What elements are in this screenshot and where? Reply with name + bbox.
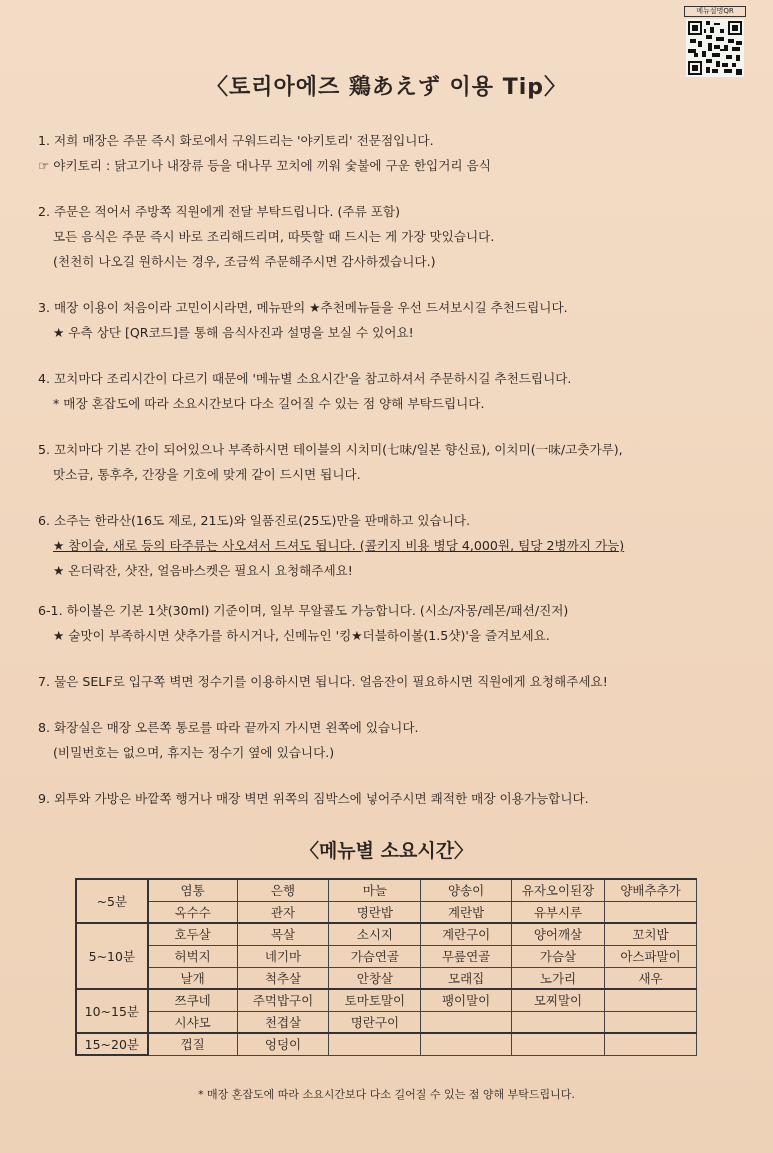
menu-item-cell: 은행 — [237, 879, 329, 901]
menu-item-cell: 계란구이 — [421, 923, 512, 945]
table-row — [76, 879, 697, 901]
footnote: * 매장 혼잡도에 따라 소요시간보다 다소 길어질 수 있는 점 양해 부탁드립니다. — [198, 1088, 575, 1101]
menu-item-cell: 허벅지 — [148, 945, 237, 967]
menu-time-title: 〈메뉴별 소요시간〉 — [299, 840, 474, 862]
menu-item-cell: 네기마 — [237, 945, 329, 967]
time-range-cell: ~5분 — [76, 879, 148, 923]
menu-item-cell: 양송이 — [421, 879, 512, 901]
menu-item-cell: 토마토말이 — [329, 989, 421, 1011]
menu-item-cell — [605, 901, 697, 923]
table-row — [76, 1011, 697, 1033]
qr-code-block[interactable] — [684, 6, 746, 77]
menu-item-cell: 꼬치밥 — [605, 923, 697, 945]
menu-item-cell: 가슴연골 — [329, 945, 421, 967]
tip-item-4 — [38, 366, 753, 416]
menu-item-cell: 소시지 — [329, 923, 421, 945]
menu-item-cell: 아스파말이 — [605, 945, 697, 967]
tip-line: 9. 외투와 가방은 바깥쪽 행거나 매장 벽면 위쪽의 짐박스에 넣어주시면 쾌적한 매장 이용가능합니다. — [38, 791, 589, 806]
menu-item-cell: 모찌말이 — [511, 989, 604, 1011]
menu-item-cell: 천겹살 — [237, 1011, 329, 1033]
menu-item-cell — [511, 1033, 604, 1055]
qr-label: 메뉴설명QR — [684, 6, 746, 17]
table-row — [76, 967, 697, 989]
tip-item-1 — [38, 128, 753, 178]
tip-line: 맛소금, 통후추, 간장을 기호에 맞게 같이 드시면 됩니다. — [53, 467, 361, 482]
menu-item-cell: 계란밥 — [421, 901, 512, 923]
menu-item-cell — [329, 1033, 421, 1055]
tip-line: 7. 물은 SELF로 입구쪽 벽면 정수기를 이용하시면 됩니다. 얼음잔이 필요하시면 직원에게 요청해주세요! — [38, 674, 608, 689]
menu-item-cell: 무릎연골 — [421, 945, 512, 967]
page-title: 〈토리아에즈 鶏あえず 이용 Tip〉 — [205, 75, 568, 100]
tip-item-6 — [38, 508, 753, 583]
tip-line: * 매장 혼잡도에 따라 소요시간보다 다소 길어질 수 있는 점 양해 부탁드립니다. — [53, 396, 485, 411]
table-row — [76, 923, 697, 945]
tip-line: (비밀번호는 없으며, 휴지는 정수기 옆에 있습니다.) — [53, 745, 335, 760]
menu-item-cell: 엉덩이 — [237, 1033, 329, 1055]
menu-item-cell: 유부시루 — [511, 901, 604, 923]
menu-item-cell: 명란밥 — [329, 901, 421, 923]
tip-line: 5. 꼬치마다 기본 간이 되어있으나 부족하시면 테이블의 시치미(七味/일본 향신료), 이치미(一味/고춧가루), — [38, 442, 623, 457]
menu-item-cell: 가슴살 — [511, 945, 604, 967]
tip-line: 모든 음식은 주문 즉시 바로 조리해드리며, 따뜻할 때 드시는 게 가장 맛있습니다. — [53, 229, 495, 244]
table-row — [76, 1033, 697, 1055]
menu-item-cell: 노가리 — [511, 967, 604, 989]
menu-item-cell: 옥수수 — [148, 901, 237, 923]
menu-item-cell — [421, 1011, 512, 1033]
menu-item-cell: 껍질 — [148, 1033, 237, 1055]
tip-line: 6-1. 하이볼은 기본 1샷(30ml) 기준이며, 일부 무알콜도 가능합니다. (시소/자몽/레몬/패션/진저) — [38, 603, 569, 618]
menu-item-cell: 목살 — [237, 923, 329, 945]
qr-code-icon — [686, 19, 744, 77]
tip-line-underlined: ★ 참이슬, 새로 등의 타주류는 사오셔서 드셔도 됩니다. (콜키지 비용 병당 4,000원, 팀당 2병까지 가능) — [53, 538, 625, 553]
menu-item-cell: 염통 — [148, 879, 237, 901]
tip-line: (천천히 나오길 원하시는 경우, 조금씩 주문해주시면 감사하겠습니다.) — [53, 254, 436, 269]
tip-item-3 — [38, 295, 753, 345]
tip-line: 4. 꼬치마다 조리시간이 다르기 때문에 '메뉴별 소요시간'을 참고하셔서 주문하시길 추천드립니다. — [38, 371, 572, 386]
menu-item-cell: 척추살 — [237, 967, 329, 989]
tip-item-5 — [38, 437, 753, 487]
table-row — [76, 989, 697, 1011]
menu-item-cell: 유자오이된장 — [511, 879, 604, 901]
tip-line: ★ 술맛이 부족하시면 샷추가를 하시거나, 신메뉴인 '킹★더블하이볼(1.5샷)'을 즐겨보세요. — [53, 628, 550, 643]
tip-item-9 — [38, 786, 753, 811]
menu-item-cell — [421, 1033, 512, 1055]
menu-item-cell — [605, 989, 697, 1011]
menu-item-cell: 관자 — [237, 901, 329, 923]
menu-item-cell: 안창살 — [329, 967, 421, 989]
menu-item-cell: 시샤모 — [148, 1011, 237, 1033]
menu-item-cell: 모래집 — [421, 967, 512, 989]
menu-item-cell: 양배추추가 — [605, 879, 697, 901]
menu-item-cell — [511, 1011, 604, 1033]
tip-line: 6. 소주는 한라산(16도 제로, 21도)와 일품진로(25도)만을 판매하고 있습니다. — [38, 513, 471, 528]
tip-line: ★ 우측 상단 [QR코드]를 통해 음식사진과 설명을 보실 수 있어요! — [53, 325, 414, 340]
menu-item-cell: 팽이말이 — [421, 989, 512, 1011]
tip-line: 3. 매장 이용이 처음이라 고민이시라면, 메뉴판의 ★추천메뉴들을 우선 드셔보시길 추천드립니다. — [38, 300, 568, 315]
menu-item-cell — [605, 1033, 697, 1055]
menu-item-cell — [605, 1011, 697, 1033]
menu-item-cell: 양어깨살 — [511, 923, 604, 945]
table-row — [76, 901, 697, 923]
time-range-cell: 15~20분 — [76, 1033, 148, 1055]
tip-line: ☞ 야키토리 : 닭고기나 내장류 등을 대나무 꼬치에 끼워 숯불에 구운 한입거리 음식 — [38, 158, 491, 173]
menu-item-cell: 새우 — [605, 967, 697, 989]
time-range-cell: 5~10분 — [76, 923, 148, 989]
time-range-cell: 10~15분 — [76, 989, 148, 1033]
menu-time-table — [75, 878, 697, 1056]
tip-item-8 — [38, 715, 753, 765]
tip-line: 1. 저희 매장은 주문 즉시 화로에서 구워드리는 '야키토리' 전문점입니다. — [38, 133, 434, 148]
tip-line: 8. 화장실은 매장 오른쪽 통로를 따라 끝까지 가시면 왼쪽에 있습니다. — [38, 720, 419, 735]
tip-item-7 — [38, 669, 753, 694]
menu-item-cell: 호두살 — [148, 923, 237, 945]
menu-item-cell: 마늘 — [329, 879, 421, 901]
table-row — [76, 945, 697, 967]
tip-item-6-1 — [38, 598, 753, 648]
menu-item-cell: 명란구이 — [329, 1011, 421, 1033]
tip-line: ★ 온더락잔, 샷잔, 얼음바스켓은 필요시 요청해주세요! — [53, 563, 353, 578]
tips-list — [38, 128, 753, 811]
menu-item-cell: 날개 — [148, 967, 237, 989]
tip-line: 2. 주문은 적어서 주방쪽 직원에게 전달 부탁드립니다. (주류 포함) — [38, 204, 401, 219]
tip-item-2 — [38, 199, 753, 274]
menu-item-cell: 쯔쿠네 — [148, 989, 237, 1011]
menu-item-cell: 주먹밥구이 — [237, 989, 329, 1011]
